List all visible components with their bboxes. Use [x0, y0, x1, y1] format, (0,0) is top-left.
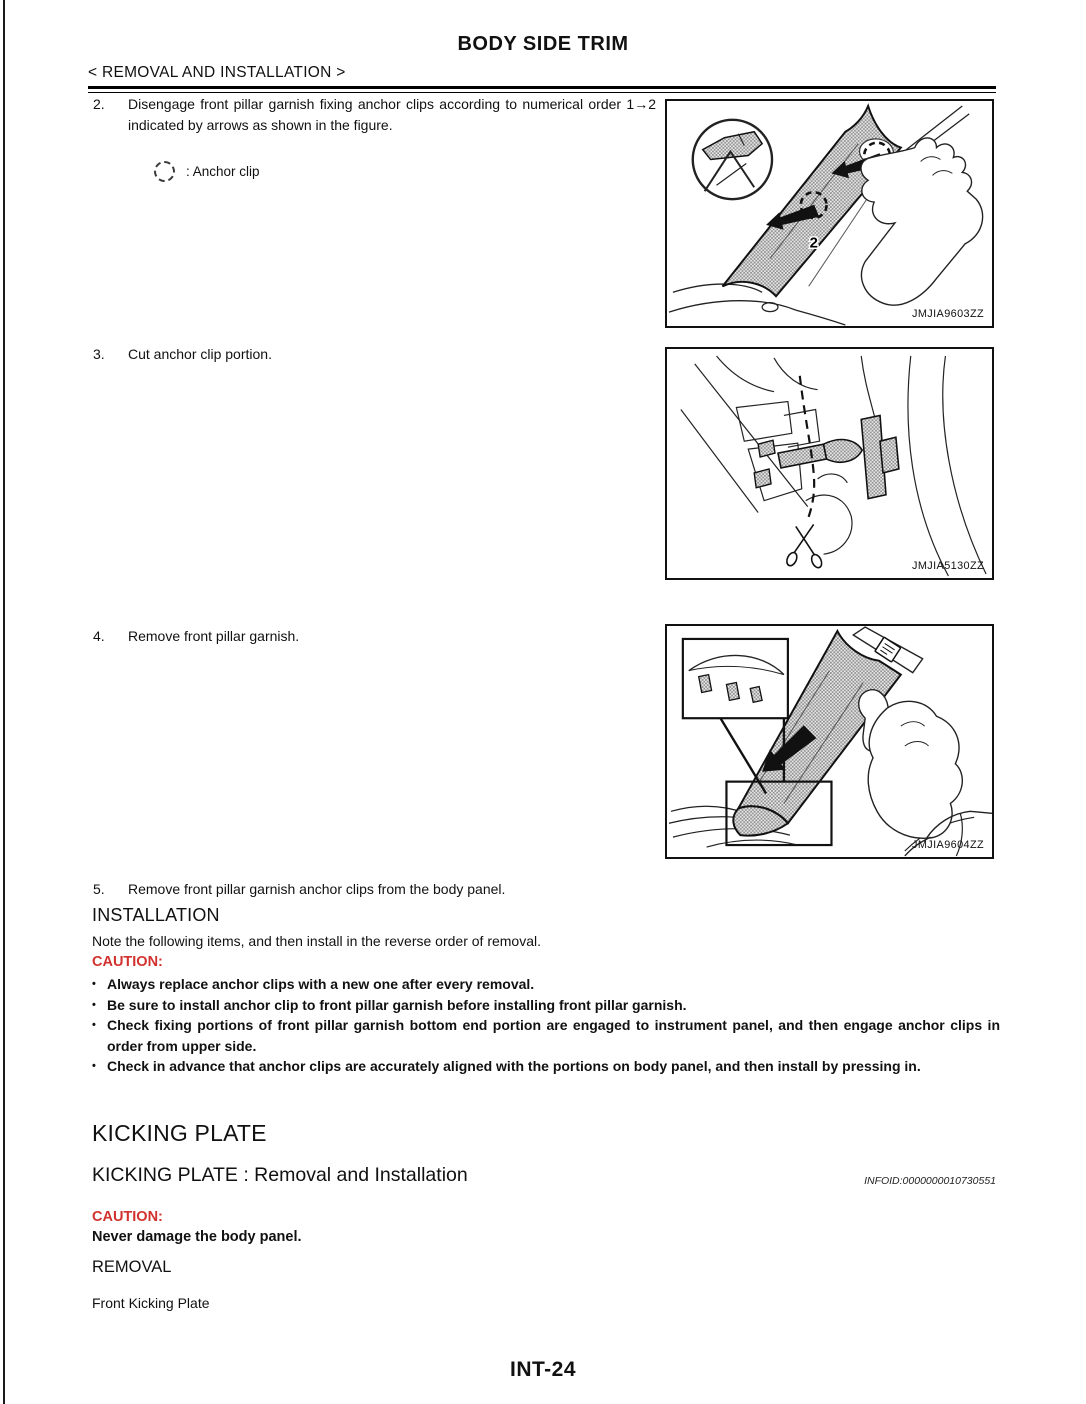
anchor-clip-legend [154, 161, 260, 182]
hand-illustration [861, 138, 983, 305]
kicking-plate-subheading: KICKING PLATE : Removal and Installation [92, 1164, 468, 1186]
anchor-clip-legend-label: : Anchor clip [186, 164, 260, 179]
kicking-plate-heading: KICKING PLATE [92, 1120, 267, 1146]
step-3-number: 3. [93, 346, 105, 362]
step-4-text: Remove front pillar garnish. [128, 628, 300, 644]
figure-cut-anchor-clip [665, 347, 994, 580]
step-2 [93, 94, 656, 135]
figure-1-code: JMJIA9603ZZ [912, 308, 985, 321]
bullet-icon: • [92, 1060, 96, 1072]
step-2-text: Disengage front pillar garnish fixing anchor clips according to numerical order 1→2 indicated by arrows as shown in the figure. [128, 96, 656, 133]
caution-item-text: Check in advance that anchor clips are accurately aligned with the portions on body panel, and then install by pressing in. [107, 1058, 921, 1074]
kicking-plate-caution-label: CAUTION: [92, 1209, 163, 1225]
step-2-number: 2. [93, 96, 105, 112]
figure-2-code: JMJIA5130ZZ [912, 560, 985, 573]
caution-item-text: Check fixing portions of front pillar garnish bottom end portion are engaged to instrument panel, and then engage anchor clips in order from upper side. [107, 1017, 1000, 1054]
breadcrumb: < REMOVAL AND INSTALLATION > [88, 64, 346, 81]
bullet-icon: • [92, 998, 96, 1011]
figure-3-illustration [667, 626, 992, 857]
scissors-icon [785, 524, 824, 569]
figure-pillar-garnish-disengage [665, 99, 994, 328]
kicking-plate-caution-text: Never damage the body panel. [92, 1229, 302, 1245]
caution-item [92, 995, 1000, 1016]
installation-heading: INSTALLATION [92, 905, 220, 925]
step-5 [93, 879, 1000, 900]
caution-item-text: Be sure to install anchor clip to front pillar garnish before installing front pillar garnish. [107, 996, 687, 1013]
step-3-text: Cut anchor clip portion. [128, 346, 272, 362]
caution-item [92, 1015, 1000, 1056]
anchor-clip-stem [778, 444, 827, 468]
bullet-icon: • [92, 1019, 96, 1031]
caution-item-text: Always replace anchor clips with a new one after every removal. [107, 976, 535, 992]
installation-caution-list [92, 974, 1000, 1077]
step-4 [93, 626, 656, 647]
caution-item [92, 974, 1000, 995]
page-edge-line [3, 0, 5, 1404]
caution-item [92, 1056, 1000, 1077]
installation-note: Note the following items, and then install in the reverse order of removal. [92, 933, 542, 949]
front-kicking-plate-label: Front Kicking Plate [92, 1295, 210, 1311]
bullet-icon: • [92, 978, 96, 990]
page-number: INT-24 [509, 1358, 577, 1381]
step-4-number: 4. [93, 628, 105, 644]
clip-detail-inset [693, 120, 772, 199]
step-5-text: Remove front pillar garnish anchor clips from the body panel. [128, 881, 506, 897]
figure-2-illustration [667, 349, 992, 578]
step-5-number: 5. [93, 881, 105, 897]
anchor-clip-symbol-icon [154, 161, 175, 182]
figure-1-illustration [667, 101, 992, 326]
arrow-label-2: 2 [809, 235, 818, 252]
page-title: BODY SIDE TRIM [457, 33, 629, 55]
figure-remove-pillar-garnish [665, 624, 994, 859]
installation-caution-label: CAUTION: [92, 954, 163, 970]
removal-heading: REMOVAL [92, 1258, 172, 1276]
step-3 [93, 344, 656, 365]
infoid-reference: INFOID:0000000010730551 [864, 1175, 996, 1187]
header-rule [88, 86, 996, 93]
figure-3-code: JMJIA9604ZZ [912, 839, 985, 852]
